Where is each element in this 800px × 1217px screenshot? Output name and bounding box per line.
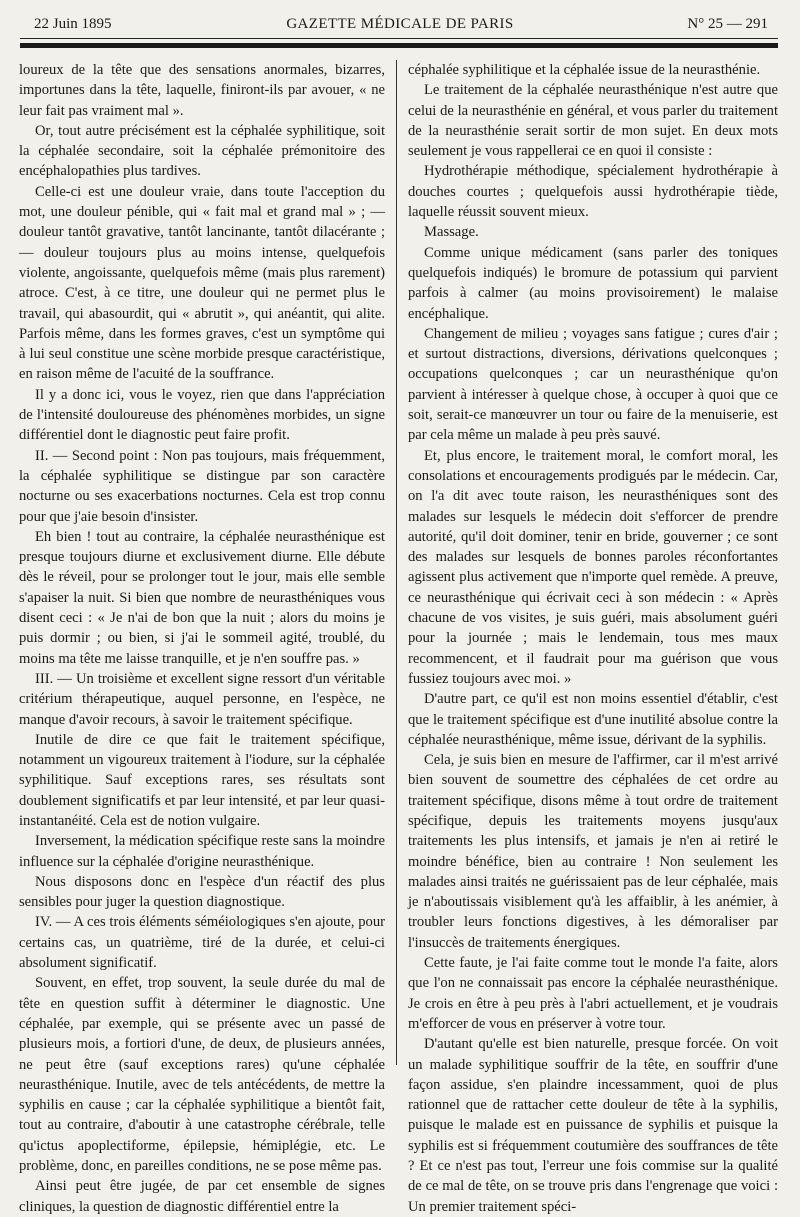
paragraph: Hydrothérapie méthodique, spécialement hydrothérapie à douches courtes ; quelquefois aussi hydrothérapie tiède, laquelle réussit souvent mieux. xyxy=(408,163,778,221)
page-header xyxy=(22,14,778,40)
paragraph: Comme unique médicament (sans parler des toniques quelquefois indiqués) le bromure de potassium qui parvient parfois à calmer (au moins provisoirement) le malaise encéphalique. xyxy=(408,244,778,322)
paragraph: Inversement, la médication spécifique reste sans la moindre influence sur la céphalée d'origine neurasthénique. xyxy=(19,833,385,870)
paragraph: Cela, je suis bien en mesure de l'affirmer, car il m'est arrivé bien souvent de soumettre des céphalées de cet ordre au traitement spécifique, disons même à tout ordre de traitement spécifique, depuis les traitements moyens jusqu'aux traitements les plus intensifs, et jamais je n'en ai retiré le moindre bénéfice, bien au contraire ! Non seulement les malades ainsi traités ne guérissaient pas de leur céphalée, mais je n'aboutissais visiblement qu'à les affaiblir, à les anémier, à troubler leurs fonctions digestives, à les démoraliser par l'insuccès de traitements énergiques. xyxy=(408,752,778,951)
right-column xyxy=(408,60,778,1215)
paragraph: II. — Second point : Non pas toujours, mais fréquemment, la céphalée syphilitique se distingue par son caractère nocturne ou ses exacerbations nocturnes. Cela est trop connu pour que j'aie besoin d'insister. xyxy=(19,447,385,525)
paragraph: loureux de la tête que des sensations anormales, bizarres, importunes dans la tête, laquelle, finiront-ils par avouer, « ne leur fait pas vraiment mal ». xyxy=(19,62,385,119)
paragraph: Et, plus encore, le traitement moral, le comfort moral, les consolations et encouragements prodigués par le médecin. Car, on l'a dit avec toute raison, les neurasthéniques sont des malades sur lesquels le médecin doit s'efforcer de prendre autorité, qu'il doit dominer, tenir en bride, gouverner ; ce sont des malades sur lesquels de bonnes paroles réconfortantes agissent plus activement que n'importe quel remède. A preuve, ce neurasthénique qui écrivait ceci à son médecin : « Après chacune de vos visites, je suis guéri, mais absolument guéri pour la journée ; mais le lendemain, tous mes maux recommencent, et il faudrait pour ma guérison que vous fussiez toujours avec moi. » xyxy=(408,447,778,687)
paragraph: Or, tout autre précisément est la céphalée syphilitique, soit la céphalée secondaire, soit la céphalée prémonitoire des encéphalopathies plus tardives. xyxy=(19,122,385,180)
paragraph: Celle-ci est une douleur vraie, dans toute l'acception du mot, une douleur pénible, qui « fait mal et grand mal » ; — douleur tantôt gravative, tantôt lancinante, tantôt dilacérante ; — douleur toujours plus au moins intense, quelquefois violente, angoissante, quelquefois même (mais plus rarement) atroce. C'est, à ce titre, une douleur qui ne permet plus le travail, qui abasourdit, qui « abrutit », qui anéantit, qui alite. Parfois même, dans les formes graves, c'est un symptôme qui à lui seul constitue une scène morbide presque caractéristique, en raison même de l'acuité de la souffrance. xyxy=(19,183,385,383)
paragraph: Souvent, en effet, trop souvent, la seule durée du mal de tête en question suffit à déterminer le diagnostic. Une céphalée, par exemple, qui se présente avec un passé de plusieurs mois, a fortiori d'une, de deux, de plusieurs années, ne peut être (sauf exceptions rares) qu'une céphalée neurasthénique. Inutile, avec de tels antécédents, de mettre la syphilis en cause ; car la céphalée syphilitique a bientôt fait, tout au contraire, d'aboutir à une catastrophe cérébrale, telle qu'ictus apoplectiforme, épilepsie, hémiplégie, etc. Le problème, donc, en pareilles conditions, ne se pose même pas. xyxy=(19,975,385,1175)
paragraph: Changement de milieu ; voyages sans fatigue ; cures d'air ; et surtout distractions, diversions, dérivations quelconques ; occupations quelconques ; car un neurasthénique qu'on parvient à intéresser à quelque chose, à occuper à quoi que ce soit, serait-ce manœuvrer un tour ou faire de la menuiserie, est par cela même un malade à peu près sauvé. xyxy=(408,325,778,444)
paragraph: céphalée syphilitique et la céphalée issue de la neurasthénie. xyxy=(408,62,761,78)
paragraph: Inutile de dire ce que fait le traitement spécifique, notamment un vigoureux traitement à l'iodure, sur la céphalée syphilitique. Sauf exceptions rares, ses résultats sont doublement significatifs et par leur intensité, et par leur quasi-instantanéité. Cela est de notion vulgaire. xyxy=(19,731,385,829)
paragraph: Massage. xyxy=(424,224,479,241)
paragraph: Ainsi peut être jugée, de par cet ensemble de signes cliniques, la question de diagnostic différentiel entre la xyxy=(19,1178,385,1215)
paragraph: IV. — A ces trois éléments séméiologiques s'en ajoute, pour certains cas, un quatrième, tiré de la durée, et celui-ci absolument significatif. xyxy=(19,914,385,972)
paragraph: Il y a donc ici, vous le voyez, rien que dans l'appréciation de l'intensité douloureuse des phénomènes morbides, un signe différentiel dont le diagnostic peut faire profit. xyxy=(19,386,385,444)
issue-page-number: N° 25 — 291 xyxy=(687,16,768,32)
header-rule-thin xyxy=(20,38,778,39)
left-column xyxy=(19,60,385,1215)
column-divider xyxy=(396,60,397,1065)
journal-title: GAZETTE MÉDICALE DE PARIS xyxy=(286,16,514,32)
paragraph: Le traitement de la céphalée neurasthénique n'est autre que celui de la neurasthénie en général, et vous parler du traitement de la neurasthénie serait sortir de mon sujet. En deux mots seulement je vous rappellerai ce en quoi il consiste : xyxy=(408,82,778,160)
paragraph: Cette faute, je l'ai faite comme tout le monde l'a faite, alors que l'on ne connaissait pas encore la céphalée neurasthénique. Je crois en être à peu près à l'abri actuellement, et je voudrais m'efforcer de vous en préserver à votre tour. xyxy=(408,955,778,1032)
header-rule-thick xyxy=(20,43,778,48)
paragraph: Nous disposons donc en l'espèce d'un réactif des plus sensibles pour juger la question diagnostique. xyxy=(19,873,385,911)
issue-date: 22 Juin 1895 xyxy=(34,16,112,32)
paragraph: D'autre part, ce qu'il est non moins essentiel d'établir, c'est que le traitement spécifique est d'une inutilité absolue contre la céphalée neurasthénique, même issue, dérivant de la syphilis. xyxy=(408,691,778,748)
paragraph: Eh bien ! tout au contraire, la céphalée neurasthénique est presque toujours diurne et exclusivement diurne. Elle débute dès le réveil, pour se prolonger tout le jour, mais elle semble s'apaiser la nuit. Si bien que nombre de neurasthéniques vous disent ceci : « Je n'ai de bon que la nuit ; alors du moins je puis dormir ; ou bien, si j'ai le sommeil agité, troublé, du moins ma tête me laisse tranquille, et je n'en souffre pas. » xyxy=(19,528,385,667)
paragraph: III. — Un troisième et excellent signe ressort d'un véritable critérium thérapeutique, auquel personne, en l'espèce, ne manque d'avoir recours, à savoir le traitement spécifique. xyxy=(19,670,385,728)
paragraph: D'autant qu'elle est bien naturelle, presque forcée. On voit un malade syphilitique souffrir de la tête, en souffrir d'une façon assidue, s'en plaindre incessamment, quoi de plus rationnel que de rattacher cette douleur de tête à la syphilis, puisque le malade est en puissance de syphilis et puisque la syphilis est si fréquemment coutumière des souffrances de tête ? Et ce n'est pas tout, l'erreur une fois commise sur la qualité de ce mal de tête, on se trouve pris dans l'engrenage que voici : Un premier traitement spéci- xyxy=(408,1036,778,1215)
